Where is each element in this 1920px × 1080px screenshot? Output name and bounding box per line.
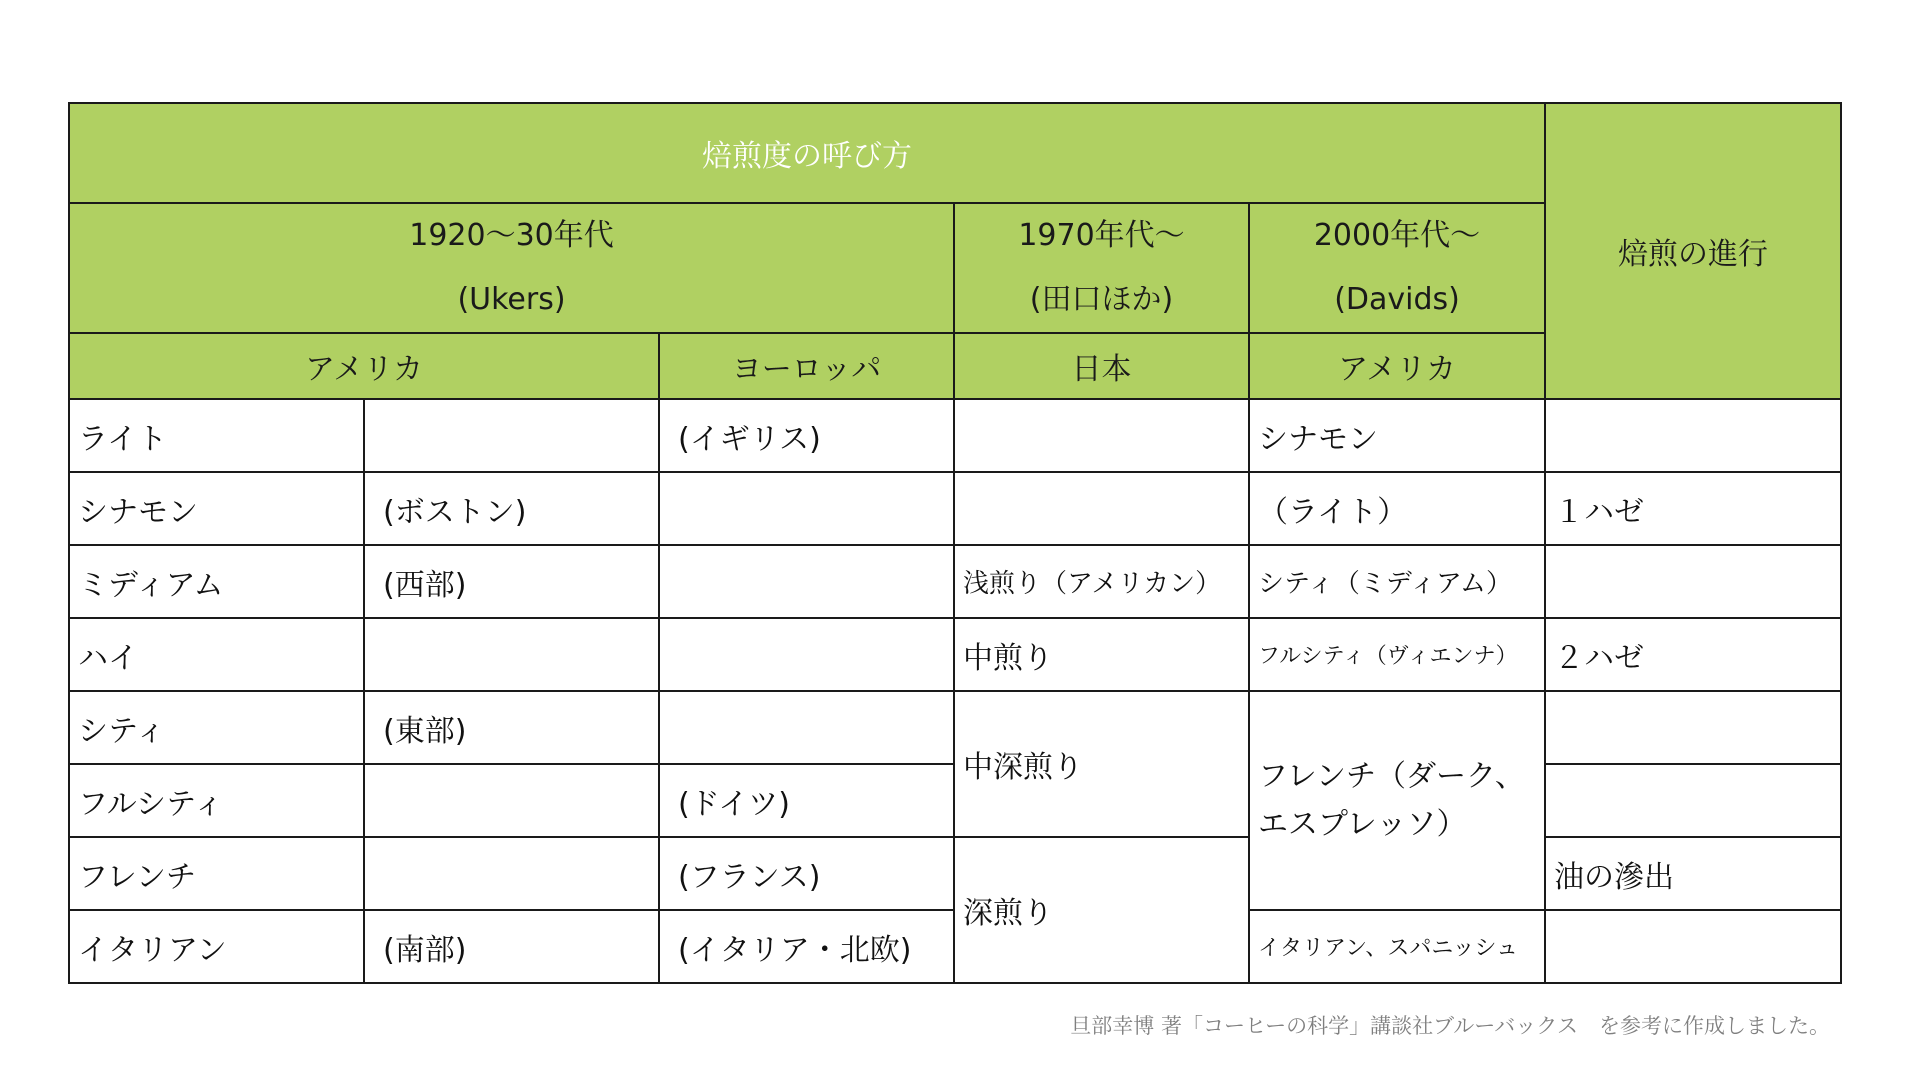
davids-italian: イタリアン、スパニッシュ <box>1249 910 1545 983</box>
region-america-ukers: アメリカ <box>69 333 659 399</box>
us-roast-name: ハイ <box>69 618 364 691</box>
roast-progress-heading: 焙煎の進行 <box>1545 103 1841 399</box>
us-roast-name: シティ <box>69 691 364 764</box>
us-area: (西部) <box>364 545 659 618</box>
japan-fukairi: 深煎り <box>954 837 1249 983</box>
japan-asairi: 浅煎り（アメリカン） <box>954 545 1249 618</box>
us-roast-name: ミディアム <box>69 545 364 618</box>
era-taguchi-source: (田口ほか) <box>1029 282 1174 317</box>
era-ukers-heading <box>69 203 954 333</box>
davids-light: （ライト） <box>1249 472 1545 545</box>
us-roast-name: ライト <box>69 399 364 472</box>
europe-area: (イギリス) <box>659 399 954 472</box>
region-japan: 日本 <box>954 333 1249 399</box>
progress-cell <box>1545 691 1841 764</box>
davids-cinnamon: シナモン <box>1249 399 1545 472</box>
japan-nakairi: 中煎り <box>954 618 1249 691</box>
progress-cell <box>1545 545 1841 618</box>
progress-cell <box>1545 910 1841 983</box>
us-area <box>364 399 659 472</box>
europe-area: (フランス) <box>659 837 954 910</box>
progress-cell <box>1545 764 1841 837</box>
table-row <box>69 691 1841 764</box>
table-row <box>69 545 1841 618</box>
progress-second-crack: ２ハゼ <box>1545 618 1841 691</box>
us-roast-name: シナモン <box>69 472 364 545</box>
davids-city: シティ（ミディアム） <box>1249 545 1545 618</box>
era-taguchi-period: 1970年代〜 <box>1018 218 1185 253</box>
europe-area <box>659 545 954 618</box>
europe-area <box>659 618 954 691</box>
europe-area <box>659 691 954 764</box>
us-area <box>364 764 659 837</box>
japan-chufukairi: 中深煎り <box>954 691 1249 837</box>
table-title: 焙煎度の呼び方 <box>69 103 1545 203</box>
us-area <box>364 618 659 691</box>
table-row <box>69 618 1841 691</box>
us-roast-name: フルシティ <box>69 764 364 837</box>
era-ukers-source: (Ukers) <box>457 282 566 317</box>
progress-first-crack: １ハゼ <box>1545 472 1841 545</box>
region-america-davids: アメリカ <box>1249 333 1545 399</box>
us-area: (東部) <box>364 691 659 764</box>
japan-cell <box>954 399 1249 472</box>
davids-french: フレンチ（ダーク、エスプレッソ） <box>1249 691 1545 910</box>
us-roast-name: イタリアン <box>69 910 364 983</box>
us-area <box>364 837 659 910</box>
europe-area: (ドイツ) <box>659 764 954 837</box>
table-row <box>69 837 1841 910</box>
us-area: (南部) <box>364 910 659 983</box>
europe-area <box>659 472 954 545</box>
era-taguchi-heading <box>954 203 1249 333</box>
era-ukers-period: 1920〜30年代 <box>409 218 614 253</box>
era-davids-source: (Davids) <box>1334 282 1460 317</box>
table-row <box>69 472 1841 545</box>
era-davids-period: 2000年代〜 <box>1313 218 1481 253</box>
table-row <box>69 399 1841 472</box>
progress-cell <box>1545 399 1841 472</box>
europe-area: (イタリア・北欧) <box>659 910 954 983</box>
us-roast-name: フレンチ <box>69 837 364 910</box>
japan-cell <box>954 472 1249 545</box>
progress-oil: 油の滲出 <box>1545 837 1841 910</box>
roast-level-table <box>68 102 1842 984</box>
source-credit: 旦部幸博 著「コーヒーの科学」講談社ブルーバックス を参考に作成しました。 <box>1070 1014 1830 1038</box>
davids-fullcity: フルシティ（ヴィエンナ） <box>1249 618 1545 691</box>
region-europe: ヨーロッパ <box>659 333 954 399</box>
us-area: (ボストン) <box>364 472 659 545</box>
era-davids-heading <box>1249 203 1545 333</box>
